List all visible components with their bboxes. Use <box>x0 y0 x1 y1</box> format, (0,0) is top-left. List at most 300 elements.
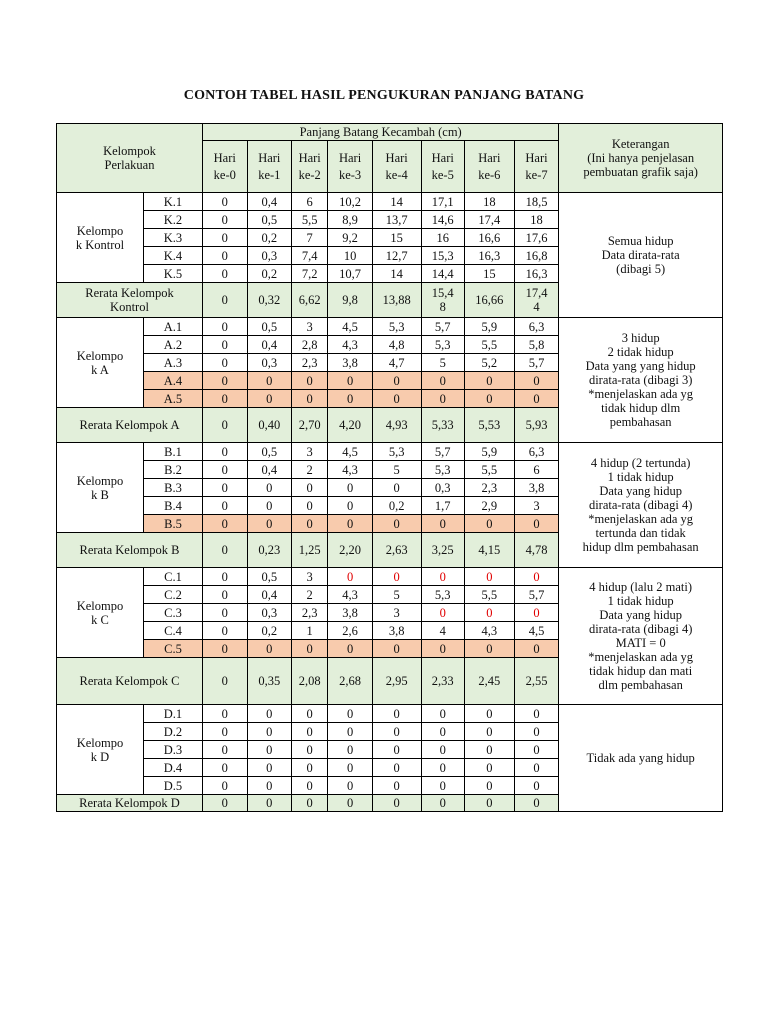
value-cell: 0 <box>203 741 248 759</box>
value-cell: 0,3 <box>421 479 464 497</box>
rerata-value: 0 <box>203 658 248 705</box>
value-cell: 3,8 <box>328 354 373 372</box>
value-cell: 0 <box>421 515 464 533</box>
value-cell: 0,5 <box>247 318 292 336</box>
value-cell: 0 <box>247 640 292 658</box>
table-row <box>57 568 723 586</box>
rerata-value: 2,20 <box>328 533 373 568</box>
value-cell: 3,8 <box>372 622 421 640</box>
value-cell: 0 <box>203 229 248 247</box>
value-cell: 0 <box>203 211 248 229</box>
keterangan-note: 4 hidup (2 tertunda) 1 tidak hidup Data yang hidup dirata-rata (dibagi 4) *menjelaskan ada yg tertunda dan tidak hidup dlm pembahasan <box>559 443 723 568</box>
measure-header: Panjang Batang Kecambah (cm) <box>203 124 559 141</box>
value-cell: 0 <box>514 640 559 658</box>
value-cell: 0 <box>203 193 248 211</box>
value-cell: 0 <box>421 372 464 390</box>
value-cell: 0 <box>328 741 373 759</box>
value-cell: 0 <box>203 759 248 777</box>
rerata-value: 13,88 <box>372 283 421 318</box>
rerata-value: 4,20 <box>328 408 373 443</box>
value-cell: 0 <box>203 461 248 479</box>
sample-label: B.5 <box>143 515 202 533</box>
value-cell: 7 <box>292 229 328 247</box>
value-cell: 0 <box>514 723 559 741</box>
sample-label: B.3 <box>143 479 202 497</box>
value-cell: 17,4 <box>464 211 514 229</box>
value-cell: 0 <box>292 390 328 408</box>
value-cell: 0 <box>464 723 514 741</box>
sample-label: D.4 <box>143 759 202 777</box>
rerata-value: 0 <box>247 795 292 812</box>
sample-label: C.1 <box>143 568 202 586</box>
value-cell: 0 <box>328 723 373 741</box>
value-cell: 18 <box>514 211 559 229</box>
sample-label: A.2 <box>143 336 202 354</box>
sample-label: D.5 <box>143 777 202 795</box>
keterangan-note: 3 hidup 2 tidak hidup Data yang yang hidup dirata-rata (dibagi 3) *menjelaskan ada yg tidak hidup dlm pembahasan <box>559 318 723 443</box>
rerata-value: 2,33 <box>421 658 464 705</box>
value-cell: 0 <box>372 568 421 586</box>
table-row <box>57 443 723 461</box>
value-cell: 0,4 <box>247 461 292 479</box>
value-cell: 5,2 <box>464 354 514 372</box>
value-cell: 0,3 <box>247 604 292 622</box>
value-cell: 0 <box>372 777 421 795</box>
value-cell: 0 <box>514 759 559 777</box>
day-header: Hari ke-1 <box>247 141 292 193</box>
sample-label: C.5 <box>143 640 202 658</box>
rerata-value: 0 <box>203 283 248 318</box>
value-cell: 0 <box>464 372 514 390</box>
sample-label: B.1 <box>143 443 202 461</box>
value-cell: 2,8 <box>292 336 328 354</box>
rerata-label: Rerata Kelompok D <box>57 795 203 812</box>
sample-label: K.2 <box>143 211 202 229</box>
value-cell: 16,3 <box>464 247 514 265</box>
keterangan-note: Tidak ada yang hidup <box>559 705 723 812</box>
value-cell: 0 <box>203 515 248 533</box>
value-cell: 7,4 <box>292 247 328 265</box>
value-cell: 0 <box>247 390 292 408</box>
value-cell: 0 <box>328 759 373 777</box>
sample-label: K.5 <box>143 265 202 283</box>
value-cell: 0 <box>292 777 328 795</box>
value-cell: 0 <box>421 705 464 723</box>
value-cell: 4,3 <box>328 461 373 479</box>
value-cell: 0 <box>292 705 328 723</box>
rerata-label: Rerata Kelompok A <box>57 408 203 443</box>
value-cell: 12,7 <box>372 247 421 265</box>
value-cell: 16,8 <box>514 247 559 265</box>
value-cell: 0 <box>421 390 464 408</box>
value-cell: 0 <box>514 741 559 759</box>
value-cell: 0 <box>247 759 292 777</box>
value-cell: 0 <box>292 741 328 759</box>
day-header: Hari ke-0 <box>203 141 248 193</box>
value-cell: 4,3 <box>464 622 514 640</box>
value-cell: 16,3 <box>514 265 559 283</box>
header-row <box>57 124 723 141</box>
sample-label: B.4 <box>143 497 202 515</box>
value-cell: 0 <box>464 705 514 723</box>
value-cell: 5,9 <box>464 443 514 461</box>
group-header: Kelompok Perlakuan <box>57 124 203 193</box>
sample-label: A.3 <box>143 354 202 372</box>
value-cell: 0 <box>372 479 421 497</box>
value-cell: 5 <box>372 586 421 604</box>
sample-label: K.3 <box>143 229 202 247</box>
value-cell: 0 <box>247 723 292 741</box>
value-cell: 0 <box>372 390 421 408</box>
value-cell: 0 <box>328 777 373 795</box>
value-cell: 5 <box>372 461 421 479</box>
value-cell: 10,2 <box>328 193 373 211</box>
value-cell: 5,5 <box>464 336 514 354</box>
value-cell: 7,2 <box>292 265 328 283</box>
value-cell: 0 <box>247 741 292 759</box>
rerata-value: 5,33 <box>421 408 464 443</box>
rerata-value: 2,63 <box>372 533 421 568</box>
value-cell: 0 <box>464 759 514 777</box>
value-cell: 0 <box>464 390 514 408</box>
rerata-value: 3,25 <box>421 533 464 568</box>
rerata-value: 5,93 <box>514 408 559 443</box>
value-cell: 0 <box>421 604 464 622</box>
value-cell: 3,8 <box>328 604 373 622</box>
value-cell: 2,3 <box>464 479 514 497</box>
value-cell: 0 <box>514 390 559 408</box>
rerata-value: 0 <box>203 795 248 812</box>
value-cell: 0 <box>203 372 248 390</box>
value-cell: 0,4 <box>247 586 292 604</box>
value-cell: 5,3 <box>372 443 421 461</box>
value-cell: 8,9 <box>328 211 373 229</box>
value-cell: 6 <box>292 193 328 211</box>
value-cell: 0 <box>328 515 373 533</box>
rerata-value: 15,4 8 <box>421 283 464 318</box>
value-cell: 0 <box>247 705 292 723</box>
value-cell: 4,3 <box>328 586 373 604</box>
value-cell: 5,8 <box>514 336 559 354</box>
value-cell: 0 <box>203 723 248 741</box>
value-cell: 0,2 <box>247 622 292 640</box>
value-cell: 0 <box>247 777 292 795</box>
value-cell: 0 <box>292 515 328 533</box>
value-cell: 15 <box>464 265 514 283</box>
value-cell: 0 <box>328 640 373 658</box>
value-cell: 5,3 <box>421 336 464 354</box>
value-cell: 0 <box>372 705 421 723</box>
value-cell: 0 <box>421 741 464 759</box>
value-cell: 2,3 <box>292 604 328 622</box>
measurement-table <box>56 123 723 812</box>
day-header: Hari ke-2 <box>292 141 328 193</box>
value-cell: 1,7 <box>421 497 464 515</box>
value-cell: 17,6 <box>514 229 559 247</box>
sample-label: D.1 <box>143 705 202 723</box>
value-cell: 5,9 <box>464 318 514 336</box>
value-cell: 0 <box>203 586 248 604</box>
value-cell: 18,5 <box>514 193 559 211</box>
sample-label: D.2 <box>143 723 202 741</box>
value-cell: 4,5 <box>514 622 559 640</box>
group-name: Kelompo k Kontrol <box>57 193 144 283</box>
value-cell: 14 <box>372 193 421 211</box>
value-cell: 0 <box>372 515 421 533</box>
value-cell: 0 <box>203 354 248 372</box>
rerata-value: 1,25 <box>292 533 328 568</box>
day-header: Hari ke-4 <box>372 141 421 193</box>
rerata-value: 9,8 <box>328 283 373 318</box>
value-cell: 4,7 <box>372 354 421 372</box>
group-name: Kelompo k A <box>57 318 144 408</box>
rerata-value: 0,35 <box>247 658 292 705</box>
sample-label: A.4 <box>143 372 202 390</box>
value-cell: 4,3 <box>328 336 373 354</box>
value-cell: 0 <box>372 372 421 390</box>
value-cell: 2 <box>292 586 328 604</box>
rerata-value: 2,08 <box>292 658 328 705</box>
value-cell: 5,5 <box>464 586 514 604</box>
value-cell: 0,3 <box>247 354 292 372</box>
value-cell: 0 <box>421 777 464 795</box>
value-cell: 2 <box>292 461 328 479</box>
value-cell: 0 <box>203 479 248 497</box>
value-cell: 0,5 <box>247 211 292 229</box>
value-cell: 2,6 <box>328 622 373 640</box>
value-cell: 0,5 <box>247 568 292 586</box>
rerata-label: Rerata Kelompok B <box>57 533 203 568</box>
value-cell: 0 <box>328 568 373 586</box>
rerata-value: 2,45 <box>464 658 514 705</box>
value-cell: 18 <box>464 193 514 211</box>
value-cell: 0 <box>328 705 373 723</box>
value-cell: 0 <box>247 515 292 533</box>
page-title: CONTOH TABEL HASIL PENGUKURAN PANJANG BATANG <box>183 88 585 103</box>
value-cell: 0 <box>292 372 328 390</box>
value-cell: 0 <box>292 479 328 497</box>
value-cell: 0 <box>292 640 328 658</box>
value-cell: 0 <box>464 515 514 533</box>
value-cell: 0 <box>203 390 248 408</box>
value-cell: 3 <box>292 443 328 461</box>
value-cell: 14,6 <box>421 211 464 229</box>
value-cell: 0 <box>372 759 421 777</box>
value-cell: 0 <box>372 741 421 759</box>
sample-label: C.4 <box>143 622 202 640</box>
day-header: Hari ke-6 <box>464 141 514 193</box>
value-cell: 0 <box>421 640 464 658</box>
value-cell: 0 <box>203 318 248 336</box>
sample-label: B.2 <box>143 461 202 479</box>
value-cell: 0 <box>328 479 373 497</box>
value-cell: 5,7 <box>514 354 559 372</box>
rerata-value: 4,78 <box>514 533 559 568</box>
rerata-label: Rerata Kelompok C <box>57 658 203 705</box>
value-cell: 3 <box>292 318 328 336</box>
value-cell: 0 <box>464 568 514 586</box>
day-header: Hari ke-7 <box>514 141 559 193</box>
table-row <box>57 193 723 211</box>
rerata-value: 0 <box>203 408 248 443</box>
value-cell: 0 <box>514 777 559 795</box>
value-cell: 4,5 <box>328 318 373 336</box>
sample-label: K.1 <box>143 193 202 211</box>
rerata-value: 0 <box>203 533 248 568</box>
value-cell: 16,6 <box>464 229 514 247</box>
value-cell: 2,9 <box>464 497 514 515</box>
value-cell: 0 <box>514 372 559 390</box>
rerata-value: 0 <box>514 795 559 812</box>
value-cell: 0,4 <box>247 193 292 211</box>
value-cell: 3,8 <box>514 479 559 497</box>
value-cell: 0 <box>203 336 248 354</box>
day-header: Hari ke-3 <box>328 141 373 193</box>
table-body <box>57 124 723 812</box>
sample-label: A.1 <box>143 318 202 336</box>
value-cell: 5 <box>421 354 464 372</box>
value-cell: 0 <box>203 497 248 515</box>
rerata-value: 2,68 <box>328 658 373 705</box>
rerata-value: 0 <box>464 795 514 812</box>
value-cell: 5,3 <box>421 586 464 604</box>
value-cell: 0 <box>203 568 248 586</box>
value-cell: 0 <box>421 759 464 777</box>
rerata-value: 2,95 <box>372 658 421 705</box>
rerata-value: 0 <box>292 795 328 812</box>
value-cell: 0 <box>328 390 373 408</box>
keterangan-note: Semua hidup Data dirata-rata (dibagi 5) <box>559 193 723 318</box>
value-cell: 0 <box>203 777 248 795</box>
value-cell: 5,3 <box>372 318 421 336</box>
value-cell: 13,7 <box>372 211 421 229</box>
rerata-value: 2,70 <box>292 408 328 443</box>
value-cell: 15 <box>372 229 421 247</box>
value-cell: 6 <box>514 461 559 479</box>
value-cell: 0 <box>203 604 248 622</box>
value-cell: 5,5 <box>464 461 514 479</box>
value-cell: 0 <box>292 759 328 777</box>
table-row <box>57 705 723 723</box>
rerata-value: 0,23 <box>247 533 292 568</box>
value-cell: 0 <box>421 723 464 741</box>
value-cell: 3 <box>514 497 559 515</box>
value-cell: 1 <box>292 622 328 640</box>
sample-label: K.4 <box>143 247 202 265</box>
value-cell: 0 <box>203 247 248 265</box>
rerata-value: 0,32 <box>247 283 292 318</box>
value-cell: 6,3 <box>514 443 559 461</box>
value-cell: 4 <box>421 622 464 640</box>
keterangan-note: 4 hidup (lalu 2 mati) 1 tidak hidup Data yang hidup dirata-rata (dibagi 4) MATI = 0 *menjelaskan ada yg tidak hidup dan mati dlm pembahasan <box>559 568 723 705</box>
value-cell: 0 <box>464 777 514 795</box>
rerata-value: 0 <box>372 795 421 812</box>
value-cell: 0 <box>514 515 559 533</box>
value-cell: 14,4 <box>421 265 464 283</box>
value-cell: 5,3 <box>421 461 464 479</box>
rerata-value: 17,4 4 <box>514 283 559 318</box>
value-cell: 0 <box>514 705 559 723</box>
group-name: Kelompo k D <box>57 705 144 795</box>
value-cell: 0 <box>203 265 248 283</box>
rerata-value: 5,53 <box>464 408 514 443</box>
value-cell: 0 <box>464 604 514 622</box>
rerata-value: 4,93 <box>372 408 421 443</box>
keterangan-header: Keterangan (Ini hanya penjelasan pembuatan grafik saja) <box>559 124 723 193</box>
value-cell: 10,7 <box>328 265 373 283</box>
value-cell: 0 <box>372 640 421 658</box>
rerata-value: 0,40 <box>247 408 292 443</box>
value-cell: 0 <box>514 568 559 586</box>
value-cell: 0 <box>328 372 373 390</box>
value-cell: 5,7 <box>421 318 464 336</box>
value-cell: 4,5 <box>328 443 373 461</box>
value-cell: 0,3 <box>247 247 292 265</box>
rerata-value: 0 <box>328 795 373 812</box>
value-cell: 0 <box>203 622 248 640</box>
value-cell: 0 <box>247 479 292 497</box>
value-cell: 0 <box>203 705 248 723</box>
sample-label: A.5 <box>143 390 202 408</box>
value-cell: 5,5 <box>292 211 328 229</box>
rerata-label: Rerata Kelompok Kontrol <box>57 283 203 318</box>
value-cell: 4,8 <box>372 336 421 354</box>
value-cell: 0,2 <box>247 229 292 247</box>
value-cell: 0 <box>203 640 248 658</box>
day-header: Hari ke-5 <box>421 141 464 193</box>
value-cell: 10 <box>328 247 373 265</box>
group-name: Kelompo k B <box>57 443 144 533</box>
value-cell: 5,7 <box>421 443 464 461</box>
rerata-value: 0 <box>421 795 464 812</box>
value-cell: 14 <box>372 265 421 283</box>
rerata-value: 6,62 <box>292 283 328 318</box>
value-cell: 6,3 <box>514 318 559 336</box>
group-name: Kelompo k C <box>57 568 144 658</box>
sample-label: C.2 <box>143 586 202 604</box>
value-cell: 0 <box>421 568 464 586</box>
value-cell: 0 <box>464 640 514 658</box>
value-cell: 0,4 <box>247 336 292 354</box>
value-cell: 0,2 <box>247 265 292 283</box>
sample-label: D.3 <box>143 741 202 759</box>
value-cell: 0 <box>328 497 373 515</box>
value-cell: 0 <box>514 604 559 622</box>
value-cell: 15,3 <box>421 247 464 265</box>
value-cell: 0,2 <box>372 497 421 515</box>
value-cell: 9,2 <box>328 229 373 247</box>
value-cell: 0 <box>203 443 248 461</box>
value-cell: 0 <box>247 372 292 390</box>
value-cell: 5,7 <box>514 586 559 604</box>
value-cell: 2,3 <box>292 354 328 372</box>
rerata-value: 4,15 <box>464 533 514 568</box>
value-cell: 0 <box>292 497 328 515</box>
value-cell: 0 <box>247 497 292 515</box>
table-row <box>57 318 723 336</box>
rerata-value: 2,55 <box>514 658 559 705</box>
rerata-value: 16,66 <box>464 283 514 318</box>
value-cell: 0,5 <box>247 443 292 461</box>
sample-label: C.3 <box>143 604 202 622</box>
value-cell: 0 <box>464 741 514 759</box>
value-cell: 16 <box>421 229 464 247</box>
value-cell: 17,1 <box>421 193 464 211</box>
value-cell: 0 <box>372 723 421 741</box>
value-cell: 3 <box>292 568 328 586</box>
value-cell: 3 <box>372 604 421 622</box>
value-cell: 0 <box>292 723 328 741</box>
